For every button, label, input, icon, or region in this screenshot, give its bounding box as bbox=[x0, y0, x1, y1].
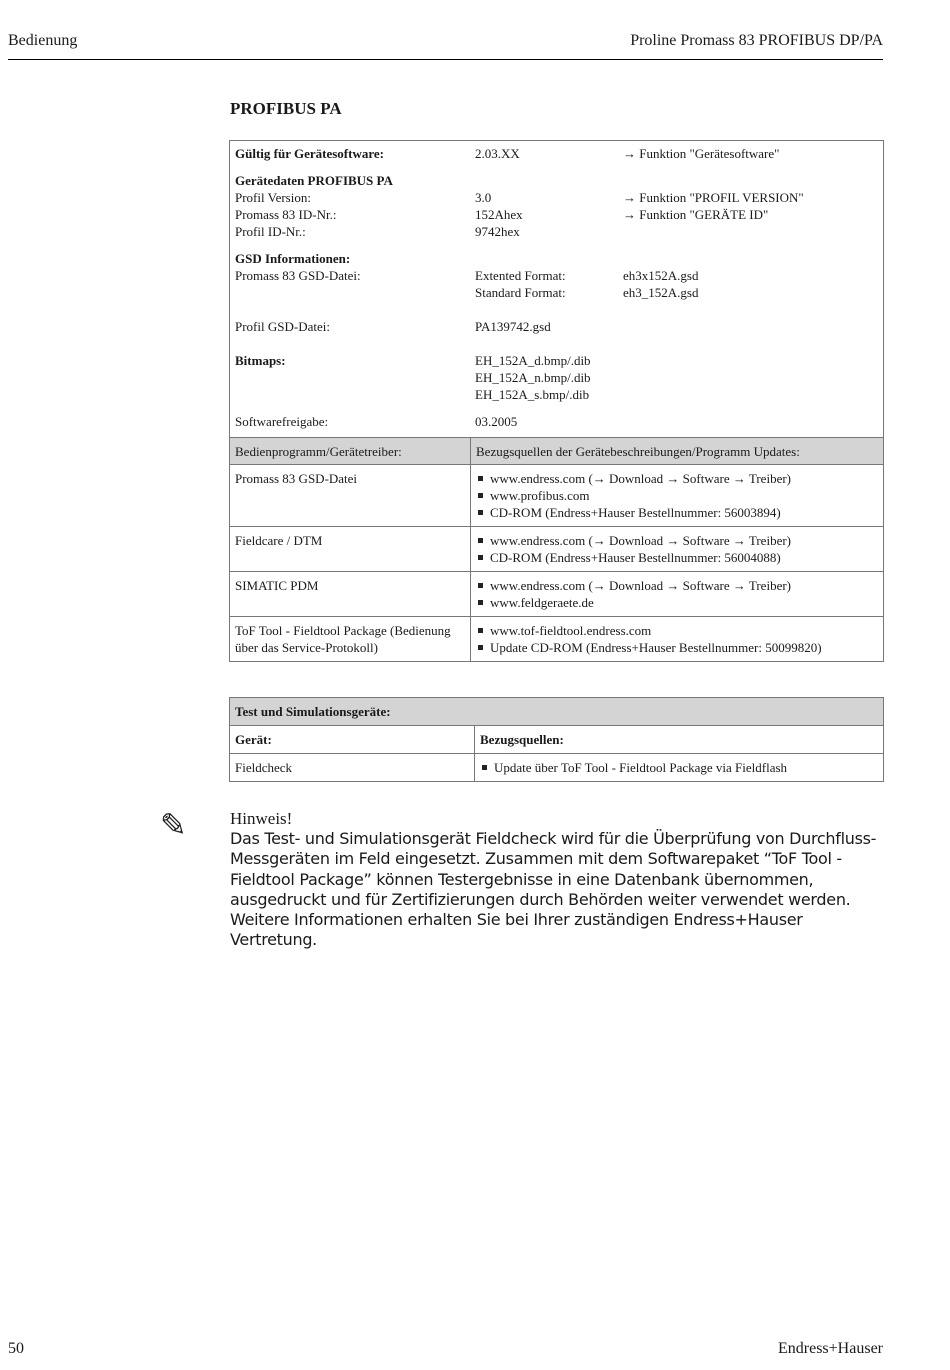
source-list bbox=[476, 532, 878, 566]
list-item: www.endress.com (→ Download → Software → Treiber) bbox=[476, 577, 878, 594]
header-chapter: Bedienung bbox=[8, 32, 78, 49]
profile-id-value: 9742hex bbox=[475, 224, 520, 239]
gsd-info-heading: GSD Informationen: bbox=[235, 251, 351, 266]
list-item: www.profibus.com bbox=[476, 487, 878, 504]
column-header: Bezugsquellen der Gerätebeschreibungen/Programm Updates: bbox=[471, 438, 884, 465]
profile-id-label: Profil ID-Nr.: bbox=[235, 224, 306, 239]
page-number: 50 bbox=[8, 1340, 24, 1357]
source-list bbox=[480, 759, 878, 776]
list-item: CD-ROM (Endress+Hauser Bestellnummer: 56004088) bbox=[476, 549, 878, 566]
profile-gsd-label: Profil GSD-Datei: bbox=[235, 319, 330, 334]
standard-format-value: eh3_152A.gsd bbox=[623, 285, 699, 300]
source-list bbox=[476, 470, 878, 521]
table-header-row bbox=[230, 726, 883, 754]
program-name: ToF Tool - Fieldtool Package (Bedienung über das Service-Protokoll) bbox=[230, 617, 471, 662]
note-title: Hinweis! bbox=[230, 809, 293, 828]
header-product: Proline Promass 83 PROFIBUS DP/PA bbox=[630, 32, 883, 49]
software-release-label: Softwarefreigabe: bbox=[235, 414, 329, 429]
test-devices-box bbox=[229, 697, 884, 782]
list-item: www.endress.com (→ Download → Software → Treiber) bbox=[476, 470, 878, 487]
table-title: Test und Simulationsgeräte: bbox=[230, 698, 883, 726]
bitmap-file: EH_152A_d.bmp/.dib bbox=[475, 353, 591, 368]
table-row bbox=[230, 572, 883, 617]
promass-gsd-label: Promass 83 GSD-Datei: bbox=[235, 268, 361, 283]
source-list bbox=[476, 577, 878, 611]
program-name: SIMATIC PDM bbox=[230, 572, 471, 617]
promass-id-label: Promass 83 ID-Nr.: bbox=[235, 207, 337, 222]
extended-format-label: Extented Format: bbox=[475, 268, 566, 283]
test-devices-table bbox=[230, 698, 883, 781]
profile-gsd-value: PA139742.gsd bbox=[475, 319, 551, 334]
device-data-heading: Gerätedaten PROFIBUS PA bbox=[235, 173, 393, 188]
profile-version-ref: → Funktion "PROFIL VERSION" bbox=[623, 190, 804, 205]
profile-version-value: 3.0 bbox=[475, 190, 492, 205]
table-row bbox=[230, 527, 883, 572]
table-row bbox=[230, 617, 883, 662]
table-header-row bbox=[230, 438, 883, 465]
section-title: PROFIBUS PA bbox=[230, 99, 342, 118]
profibus-info-box bbox=[229, 140, 884, 662]
list-item: CD-ROM (Endress+Hauser Bestellnummer: 56003894) bbox=[476, 504, 878, 521]
extended-format-value: eh3x152A.gsd bbox=[623, 268, 699, 283]
column-header: Bedienprogramm/Gerätetreiber: bbox=[230, 438, 471, 465]
pencil-icon: ✎ bbox=[160, 806, 187, 844]
software-release-value: 03.2005 bbox=[475, 414, 518, 429]
device-info-block bbox=[230, 141, 883, 438]
bitmap-file: EH_152A_n.bmp/.dib bbox=[475, 370, 591, 385]
list-item: www.feldgeraete.de bbox=[476, 594, 878, 611]
programs-table bbox=[230, 438, 883, 661]
program-name: Fieldcare / DTM bbox=[230, 527, 471, 572]
column-header: Gerät: bbox=[230, 726, 475, 754]
valid-software-value: 2.03.XX bbox=[475, 146, 520, 161]
device-name: Fieldcheck bbox=[230, 754, 475, 782]
bitmaps-label: Bitmaps: bbox=[235, 353, 286, 368]
list-item: www.endress.com (→ Download → Software → Treiber) bbox=[476, 532, 878, 549]
footer-brand: Endress+Hauser bbox=[778, 1340, 883, 1357]
standard-format-label: Standard Format: bbox=[475, 285, 566, 300]
valid-software-ref: → Funktion "Gerätesoftware" bbox=[623, 146, 780, 161]
bitmap-file: EH_152A_s.bmp/.dib bbox=[475, 387, 590, 402]
list-item: Update CD-ROM (Endress+Hauser Bestellnummer: 50099820) bbox=[476, 639, 878, 656]
program-name: Promass 83 GSD-Datei bbox=[230, 465, 471, 527]
table-row bbox=[230, 754, 883, 782]
profile-version-label: Profil Version: bbox=[235, 190, 311, 205]
table-title-row bbox=[230, 698, 883, 726]
table-row bbox=[230, 465, 883, 527]
list-item: Update über ToF Tool - Fieldtool Package via Fieldflash bbox=[480, 759, 878, 776]
column-header: Bezugsquellen: bbox=[475, 726, 884, 754]
note-body: Das Test- und Simulationsgerät Fieldcheck wird für die Überprüfung von Durchfluss-Messgeräten im Feld eingesetzt. Zusammen mit dem Softwarepaket “ToF Tool - Fieldtool Package” können Testergebnisse in eine Datenbank übernommen, ausgedruckt und für Zertifizierungen durch Behörden weiter verwendet werden. Weitere Informationen erhalten Sie bei Ihrer zuständigen Endress+Hauser Vertretung. bbox=[230, 829, 877, 950]
valid-software-label: Gültig für Gerätesoftware: bbox=[235, 146, 384, 161]
list-item: www.tof-fieldtool.endress.com bbox=[476, 622, 878, 639]
promass-id-value: 152Ahex bbox=[475, 207, 523, 222]
source-list bbox=[476, 622, 878, 656]
header-rule bbox=[8, 59, 883, 60]
promass-id-ref: → Funktion "GERÄTE ID" bbox=[623, 207, 769, 222]
